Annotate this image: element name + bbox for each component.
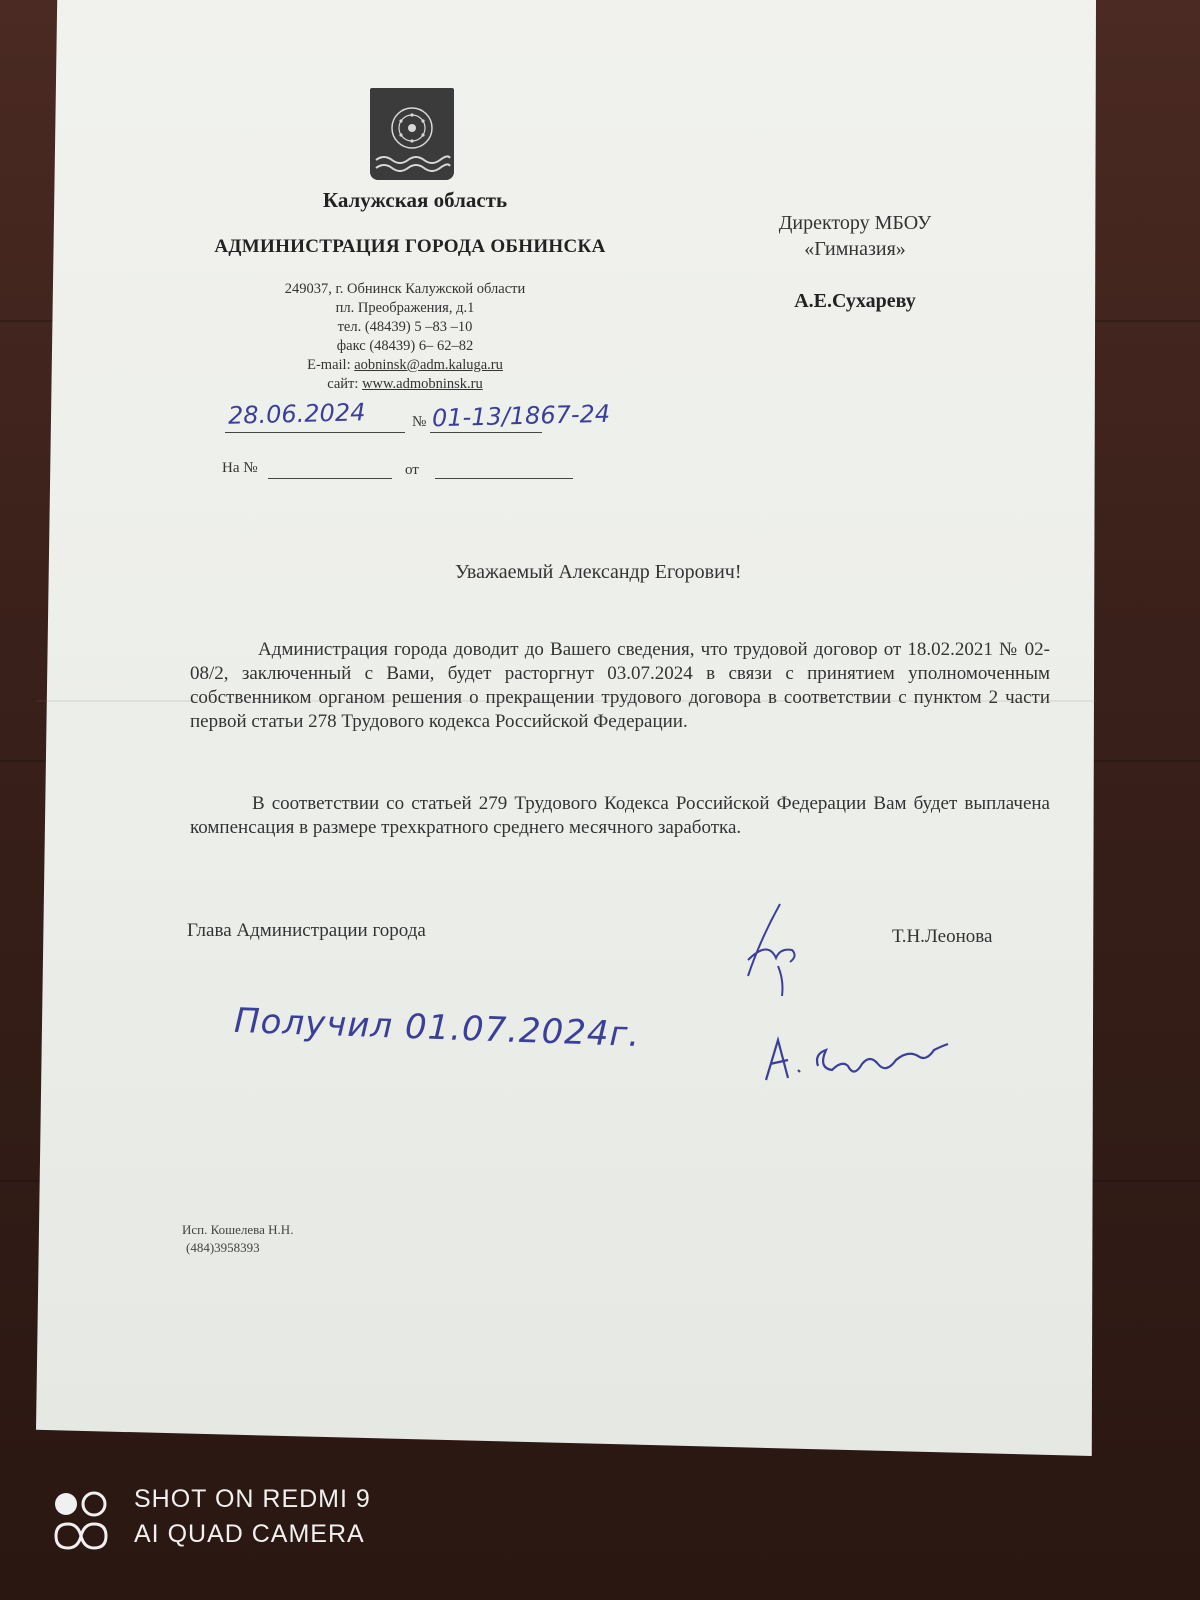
recipient-position: Директору МБОУ — [778, 212, 932, 234]
organization-title: АДМИНИСТРАЦИЯ ГОРОДА ОБНИНСКА — [214, 236, 606, 257]
reference-from-label: от — [405, 462, 419, 478]
fax-line: факс (48439) 6– 62–82 — [336, 338, 474, 354]
receipt-note: Получил 01.07.2024г. — [233, 1000, 641, 1056]
number-sign: № — [412, 414, 427, 430]
recipient-organization: «Гимназия» — [804, 238, 906, 260]
salutation: Уважаемый Александр Егорович! — [455, 561, 742, 583]
camera-watermark-icon — [52, 1490, 110, 1557]
executor-name: Исп. Кошелева Н.Н. — [182, 1222, 294, 1237]
outgoing-date: 28.06.2024 — [227, 398, 366, 430]
watermark-line1: SHOT ON REDMI 9 — [134, 1485, 371, 1513]
watermark-line2: AI QUAD CAMERA — [134, 1520, 365, 1548]
email-link[interactable]: aobninsk@adm.kaluga.ru — [354, 357, 503, 373]
signatory-name: Т.Н.Леонова — [892, 926, 993, 947]
outgoing-number: 01-13/1867-24 — [431, 399, 611, 433]
email-label: E-mail: — [307, 357, 351, 373]
receiver-signature-icon — [758, 1020, 958, 1095]
signature-mark-icon — [720, 900, 820, 1005]
letter-paragraph: В соответствии со статьей 279 Трудового Кодекса Российской Федерации Вам будет выплачена компенсация в размере трехкратного среднего месячного заработка. — [190, 793, 1050, 838]
obninsk-emblem-icon — [370, 88, 454, 180]
email-line — [200, 356, 610, 376]
reference-label: На № — [222, 460, 258, 476]
address-line: пл. Преображения, д.1 — [335, 300, 475, 316]
site-link[interactable]: www.admobninsk.ru — [362, 376, 483, 392]
letter-paragraph: Администрация города доводит до Вашего сведения, что трудовой договор от 18.02.2021 № 02-08/2, заключенный с Вами, будет расторгнут 03.07.2024 в связи с принятием уполномоченным собственником органом решения о прекращении трудового договора в соответствии с пунктом 2 части первой статьи 278 Трудового кодекса Российской Федерации. — [190, 639, 1050, 732]
recipient-name: А.Е.Сухареву — [794, 290, 916, 312]
site-label: сайт: — [327, 376, 359, 392]
site-line — [200, 375, 610, 395]
signatory-title: Глава Администрации города — [187, 920, 426, 941]
phone-line: тел. (48439) 5 –83 –10 — [337, 319, 473, 335]
region-title: Калужская область — [322, 188, 508, 212]
executor-phone: (484)3958393 — [186, 1240, 260, 1255]
address-line: 249037, г. Обнинск Калужской области — [284, 281, 526, 297]
